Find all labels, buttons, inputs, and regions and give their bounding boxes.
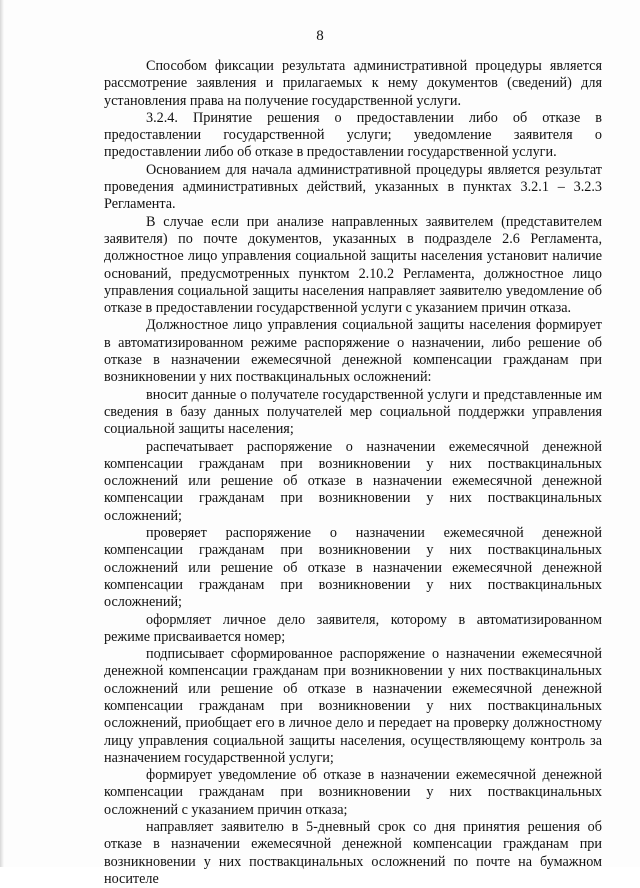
document-body bbox=[104, 58, 602, 888]
paragraph-9: оформляет личное дело заявителя, которому в автоматизированном режиме присваивается номер; bbox=[104, 611, 602, 645]
paragraph-5: Должностное лицо управления социальной защиты населения формирует в автоматизированном режиме распоряжение о назначении, либо решение об отказе в назначении ежемесячной денежной компенсации гражданам при возникновении у них поствакцинальных осложнений: bbox=[104, 317, 602, 386]
paragraph-6: вносит данные о получателе государственной услуги и представленные им сведения в базу данных получателей мер социальной поддержки управления социальной защиты населения; bbox=[104, 386, 602, 438]
paragraph-1: Способом фиксации результата административной процедуры является рассмотрение заявления и прилагаемых к нему документов (сведений) для установления права на получение государственной услуги. bbox=[104, 58, 602, 109]
paragraph-4: В случае если при анализе направленных заявителем (представителем заявителя) по почте документов, указанных в подразделе 2.6 Регламента, должностное лицо управления социальной защиты населения установит наличие оснований, предусмотренных пунктом 2.10.2 Регламента, должностное лицо управления социальной защиты населения направляет заявителю уведомление об отказе в предоставлении государственной услуги с указанием причин отказа. bbox=[104, 213, 602, 317]
paragraph-2: 3.2.4. Принятие решения о предоставлении либо об отказе в предоставлении государственной услуги; уведомление заявителя о предоставлении либо об отказе в предоставлении государственной услуги. bbox=[104, 109, 602, 161]
paragraph-10: подписывает сформированное распоряжение о назначении ежемесячной денежной компенсации гражданам при возникновении у них поствакцинальных осложнений или решение об отказе в назначении ежемесячной денежной компенсации гражданам при возникновении у них поствакцинальных осложнений, приобщает его в личное дело и передает на проверку должностному лицу управления социальной защиты населения, осуществляющему контроль за назначением государственной услуги; bbox=[104, 646, 602, 766]
paragraph-3: Основанием для начала административной процедуры является результат проведения административных действий, указанных в пунктах 3.2.1 – 3.2.3 Регламента. bbox=[104, 161, 602, 213]
paragraph-11: формирует уведомление об отказе в назначении ежемесячной денежной компенсации гражданам при возникновении у них поствакцинальных осложнений с указанием причин отказа; bbox=[104, 767, 602, 818]
page-number: 8 bbox=[316, 28, 324, 44]
scan-edge-shadow bbox=[0, 0, 4, 867]
paragraph-8: проверяет распоряжение о назначении ежемесячной денежной компенсации гражданам при возникновении у них поствакцинальных осложнений или решение об отказе в назначении ежемесячной денежной компенсации гражданам при возникновении у них поствакцинальных осложнений; bbox=[104, 525, 602, 611]
paragraph-7: распечатывает распоряжение о назначении ежемесячной денежной компенсации гражданам при возникновении у них поствакцинальных осложнений или решение об отказе в назначении ежемесячной денежной компенсации гражданам при возникновении у них поствакцинальных осложнений; bbox=[104, 438, 602, 524]
paragraph-12: направляет заявителю в 5-дневный срок со дня принятия решения об отказе в назначении ежемесячной денежной компенсации гражданам при возникновении у них поствакцинальных осложнений по почте на бумажном носителе bbox=[104, 819, 602, 887]
